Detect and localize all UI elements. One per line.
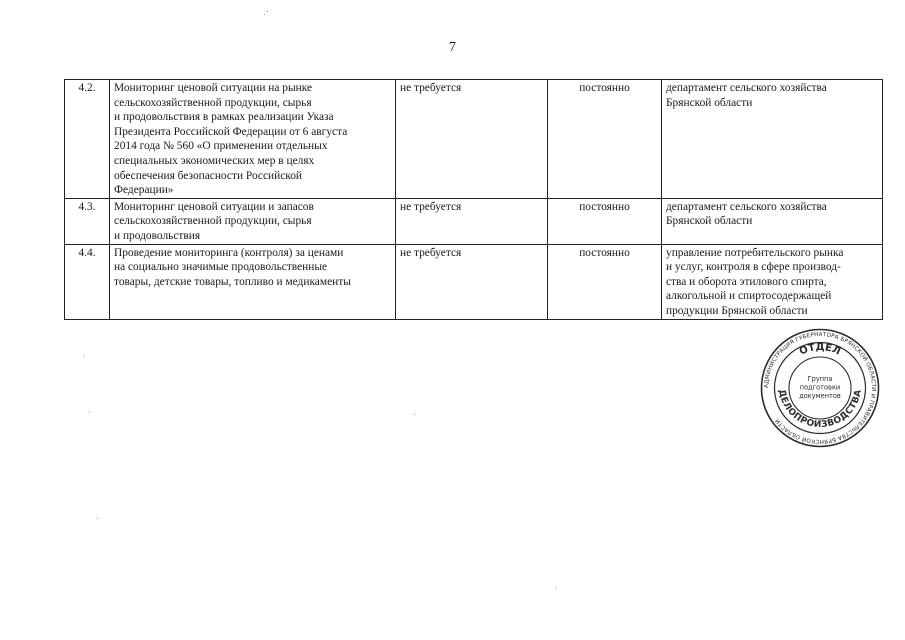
scan-speck <box>264 14 265 15</box>
measure-description <box>110 80 396 199</box>
term-cell: постоянно <box>548 244 662 319</box>
measures-table <box>64 79 883 320</box>
executor-cell <box>662 80 883 199</box>
description-line: обеспечения безопасности Российской <box>114 169 303 182</box>
executor-line: и услуг, контроля в сфере производ- <box>666 261 841 274</box>
stamp-top-label: ОТДЕЛ <box>797 341 843 358</box>
scan-speck <box>89 412 90 413</box>
description-line: специальных экономических мер в целях <box>114 154 315 167</box>
description-line: Федерации» <box>114 184 174 197</box>
scan-speck <box>556 587 557 588</box>
official-stamp <box>760 328 880 448</box>
description-line: 2014 года № 560 «О применении отдельных <box>114 140 328 153</box>
scan-speck <box>414 414 415 415</box>
table-row <box>65 244 883 319</box>
executor-line: ства и оборота этилового спирта, <box>666 275 827 288</box>
stamp-center-line: подготовки <box>799 383 841 392</box>
executor-line: управление потребительского рынка <box>666 246 844 259</box>
stamp-center-line: документов <box>799 392 841 400</box>
executor-line: департамент сельского хозяйства <box>666 200 827 213</box>
description-line: сельскохозяйственной продукции, сырья <box>114 96 312 109</box>
scan-speck <box>267 11 268 12</box>
row-number: 4.4. <box>65 244 110 319</box>
description-line: на социально значимые продовольственные <box>114 261 328 274</box>
executor-line: алкогольной и спиртосодержащей <box>666 290 832 303</box>
table-row <box>65 80 883 199</box>
stamp-bottom-label: ДЕЛОПРОИЗВОДСТВА <box>776 388 864 431</box>
page-number: 7 <box>449 40 456 55</box>
executor-line: Брянской области <box>666 96 753 109</box>
table-row <box>65 198 883 244</box>
description-line: Проведение мониторинга (контроля) за ценами <box>114 246 344 259</box>
term-cell: постоянно <box>548 80 662 199</box>
row-number: 4.3. <box>65 198 110 244</box>
description-line: Президента Российской Федерации от 6 августа <box>114 125 348 138</box>
description-line: товары, детские товары, топливо и медикаменты <box>114 275 351 288</box>
description-line: сельскохозяйственной продукции, сырья <box>114 215 312 228</box>
executor-line: продукции Брянской области <box>666 304 808 317</box>
description-line: Мониторинг ценовой ситуации на рынке <box>114 82 313 94</box>
funding-cell: не требуется <box>396 244 548 319</box>
scan-speck <box>97 518 98 519</box>
executor-cell <box>662 198 883 244</box>
executor-line: департамент сельского хозяйства <box>666 82 827 94</box>
row-number: 4.2. <box>65 80 110 199</box>
term-cell: постоянно <box>548 198 662 244</box>
stamp-center-line: Группа <box>807 375 833 383</box>
description-line: Мониторинг ценовой ситуации и запасов <box>114 200 314 213</box>
description-line: и продовольствия в рамках реализации Указа <box>114 111 334 124</box>
measure-description <box>110 198 396 244</box>
stamp-outer-text: АДМИНИСТРАЦИЯ ГУБЕРНАТОРА БРЯНСКОЙ ОБЛАСТИ И ПРАВИТЕЛЬСТВА БРЯНСКОЙ ОБЛАСТИ <box>763 331 877 445</box>
executor-cell <box>662 244 883 319</box>
executor-line: Брянской области <box>666 215 753 228</box>
description-line: и продовольствия <box>114 229 201 242</box>
scan-speck <box>83 356 84 357</box>
funding-cell: не требуется <box>396 80 548 199</box>
funding-cell: не требуется <box>396 198 548 244</box>
measure-description <box>110 244 396 319</box>
